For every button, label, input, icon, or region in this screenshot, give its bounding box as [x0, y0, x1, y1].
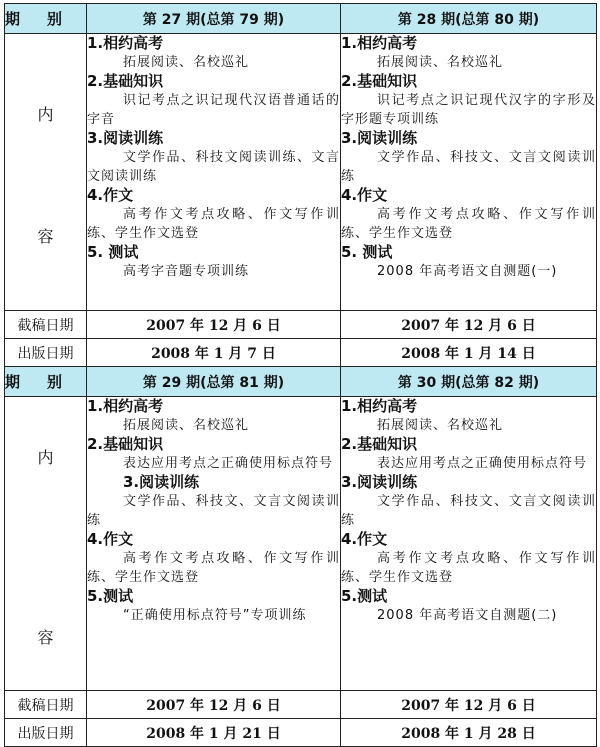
section-heading: 5. 测试 — [341, 243, 393, 261]
section-heading: 5. 测试 — [87, 243, 139, 261]
content-label-bottom: 容 — [37, 628, 54, 647]
issue-title: 第 30 期(总第 82 期) — [341, 367, 597, 397]
section-heading: 1.相约高考 — [87, 34, 164, 52]
publish-label: 出版日期 — [5, 339, 87, 367]
issue-content — [87, 34, 341, 311]
section-text: 识记考点之识记现代汉字的字形及字形题专项训练 — [341, 93, 596, 127]
content-label-top: 内 — [37, 448, 54, 467]
issue-content — [341, 34, 597, 311]
section-heading: 5.测试 — [341, 587, 388, 605]
section-text: 拓展阅读、名校巡礼 — [123, 418, 250, 433]
content-row — [5, 34, 597, 311]
section-heading: 2.基础知识 — [341, 72, 418, 90]
section-heading: 1.相约高考 — [341, 397, 418, 415]
publish-date: 2008 年 1 月 7 日 — [87, 339, 341, 367]
section-heading: 3.阅读训练 — [341, 129, 418, 147]
section-heading: 4.作文 — [87, 530, 134, 548]
section-text: 文学作品、科技文、文言文阅读训练 — [341, 494, 596, 528]
section-heading: 2.基础知识 — [87, 435, 164, 453]
deadline-date: 2007 年 12 月 6 日 — [87, 311, 341, 339]
section-heading: 3.阅读训练 — [123, 473, 200, 491]
section-text: 识记考点之识记现代汉语普通话的字音 — [87, 93, 340, 127]
section-heading: 4.作文 — [87, 186, 134, 204]
section-text: 文学作品、科技文阅读训练、文言文阅读训练 — [87, 150, 340, 184]
section-text: 拓展阅读、名校巡礼 — [377, 418, 504, 433]
section-text: 拓展阅读、名校巡礼 — [377, 55, 504, 70]
section-heading: 4.作文 — [341, 530, 388, 548]
publish-label: 出版日期 — [5, 719, 87, 747]
publish-date: 2008 年 1 月 21 日 — [87, 719, 341, 747]
section-text: 2008 年高考语文自测题(二) — [377, 608, 558, 623]
publish-row — [5, 339, 597, 367]
section-heading: 4.作文 — [341, 186, 388, 204]
section-heading: 1.相约高考 — [87, 397, 164, 415]
issue-schedule-table — [4, 3, 597, 747]
issue-title: 第 29 期(总第 81 期) — [87, 367, 341, 397]
period-label: 期 别 — [5, 367, 87, 397]
deadline-row — [5, 691, 597, 719]
period-label: 期 别 — [5, 4, 87, 34]
deadline-date: 2007 年 12 月 6 日 — [87, 691, 341, 719]
section-text: 文学作品、科技文、文言文阅读训练 — [87, 494, 340, 528]
deadline-date: 2007 年 12 月 6 日 — [341, 691, 597, 719]
section-heading: 2.基础知识 — [87, 72, 164, 90]
section-text: 高考作文考点攻略、作文写作训练、学生作文选登 — [341, 551, 596, 585]
deadline-row — [5, 311, 597, 339]
section-heading: 5.测试 — [87, 587, 134, 605]
content-label-top: 内 — [37, 105, 54, 124]
content-label-cell — [5, 34, 87, 311]
content-label-bottom: 容 — [37, 227, 54, 246]
publish-date: 2008 年 1 月 14 日 — [341, 339, 597, 367]
content-row — [5, 397, 597, 691]
section-text: 表达应用考点之正确使用标点符号 — [377, 456, 588, 471]
section-text: 文学作品、科技文、文言文阅读训练 — [341, 150, 596, 184]
deadline-date: 2007 年 12 月 6 日 — [341, 311, 597, 339]
section-heading: 2.基础知识 — [341, 435, 418, 453]
section-text: “正确使用标点符号”专项训练 — [123, 608, 307, 623]
issue-content — [341, 397, 597, 691]
section-text: 高考作文考点攻略、作文写作训练、学生作文选登 — [341, 207, 596, 241]
deadline-label: 截稿日期 — [5, 691, 87, 719]
publish-date: 2008 年 1 月 28 日 — [341, 719, 597, 747]
section-heading: 3.阅读训练 — [87, 129, 164, 147]
section-text: 高考作文考点攻略、作文写作训练、学生作文选登 — [87, 207, 340, 241]
header-row — [5, 367, 597, 397]
section-text: 高考作文考点攻略、作文写作训练、学生作文选登 — [87, 551, 340, 585]
deadline-label: 截稿日期 — [5, 311, 87, 339]
section-text: 高考字音题专项训练 — [123, 264, 250, 279]
issue-title: 第 27 期(总第 79 期) — [87, 4, 341, 34]
section-text: 表达应用考点之正确使用标点符号 — [123, 456, 334, 471]
section-heading: 1.相约高考 — [341, 34, 418, 52]
header-row — [5, 4, 597, 34]
section-text: 2008 年高考语文自测题(一) — [377, 264, 558, 279]
issue-title: 第 28 期(总第 80 期) — [341, 4, 597, 34]
issue-content — [87, 397, 341, 691]
section-heading: 3.阅读训练 — [341, 473, 418, 491]
section-text: 拓展阅读、名校巡礼 — [123, 55, 250, 70]
content-label-cell — [5, 397, 87, 691]
